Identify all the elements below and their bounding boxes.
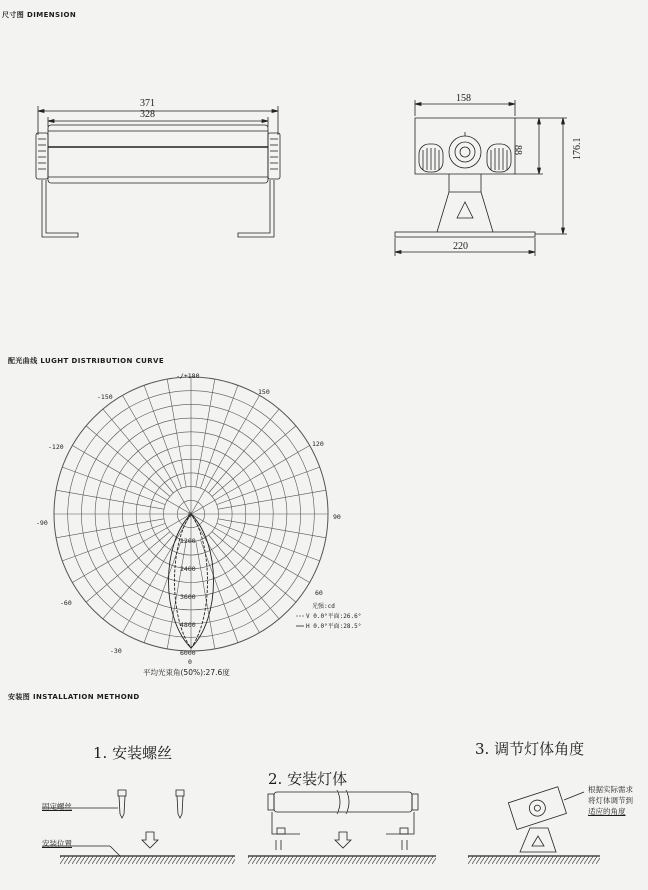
note-line-2: 将灯体调节到	[588, 796, 633, 805]
polar-spoke	[167, 379, 186, 487]
angle-label-neg150: -150	[97, 393, 113, 401]
polar-spoke	[62, 523, 165, 561]
angle-label-90: 90	[333, 513, 341, 521]
dimension-title: 尺寸图 DIMENSION	[2, 11, 77, 19]
radial-label-2400: 2400	[180, 565, 196, 573]
adjust-angle-note	[588, 784, 633, 817]
side-head-height-label: 88	[512, 145, 523, 155]
polar-spoke	[217, 523, 320, 561]
radial-label-1200: 1200	[180, 537, 196, 545]
angle-label-120: 120	[312, 440, 324, 448]
polar-spoke	[56, 490, 164, 509]
angle-label-bottom-0: 0	[188, 658, 192, 666]
side-view-drawing	[385, 92, 585, 262]
polar-spoke	[62, 467, 165, 505]
polar-spoke	[86, 426, 170, 497]
radial-label-3600: 3600	[180, 593, 196, 601]
angle-label-neg120: -120	[48, 443, 64, 451]
polar-spoke	[86, 532, 170, 603]
polar-spoke	[56, 519, 164, 538]
polar-spoke	[209, 535, 280, 619]
angle-label-neg30: -30	[110, 647, 122, 655]
label-install-position: 安装位置	[42, 839, 72, 848]
label-fixing-screw: 固定螺丝	[42, 802, 72, 811]
legend-v: V 0.0°平面:26.6°	[306, 613, 362, 620]
polar-spoke	[212, 532, 296, 603]
angle-label-neg90: -90	[36, 519, 48, 527]
legend-unit: 光强:cd	[312, 603, 335, 610]
polar-spoke	[103, 535, 173, 619]
polar-spoke	[200, 385, 238, 488]
front-view-drawing	[20, 85, 290, 255]
radial-label-0: 0	[188, 511, 192, 519]
install-title: 安装图 INSTALLATION METHOND	[8, 693, 140, 701]
installation-drawing	[0, 780, 648, 890]
polar-spoke	[196, 541, 215, 649]
step3-title: 3. 调节灯体角度	[475, 740, 585, 758]
polar-spoke	[196, 379, 215, 487]
step1-title: 1. 安装螺丝	[93, 744, 173, 762]
front-total-length-label: 371	[140, 98, 155, 109]
polar-spoke	[209, 409, 280, 493]
radial-label-4800: 4800	[180, 621, 196, 629]
polar-spoke	[212, 426, 296, 497]
polar-spoke	[218, 519, 326, 538]
step2-title: 2. 安装灯体	[268, 770, 348, 788]
side-total-height-label: 176.1	[572, 137, 583, 160]
polar-spoke	[103, 409, 173, 493]
note-line-1: 根据实际需求	[588, 785, 633, 794]
angle-label-180: -/+180	[176, 372, 200, 380]
polar-spoke	[217, 467, 320, 505]
radial-label-6000: 6000	[180, 649, 196, 657]
note-line-3: 适应的角度	[588, 807, 626, 816]
polar-spoke	[218, 490, 326, 509]
angle-label-neg60: -60	[60, 599, 72, 607]
front-body-length-label: 328	[140, 109, 155, 120]
side-base-width-label: 220	[453, 241, 468, 252]
curve-title: 配光曲线 LUGHT DISTRIBUTION CURVE	[8, 357, 165, 365]
angle-label-150: 150	[258, 388, 270, 396]
legend-h: H 0.0°平面:28.5°	[306, 623, 362, 630]
polar-spoke	[144, 385, 182, 488]
polar-diagram	[0, 368, 648, 688]
angle-label-60: 60	[315, 589, 323, 597]
beam-angle-note: 平均光束角(50%):27.6度	[143, 668, 230, 677]
polar-spoke	[144, 540, 182, 643]
side-top-width-label: 158	[456, 93, 471, 104]
